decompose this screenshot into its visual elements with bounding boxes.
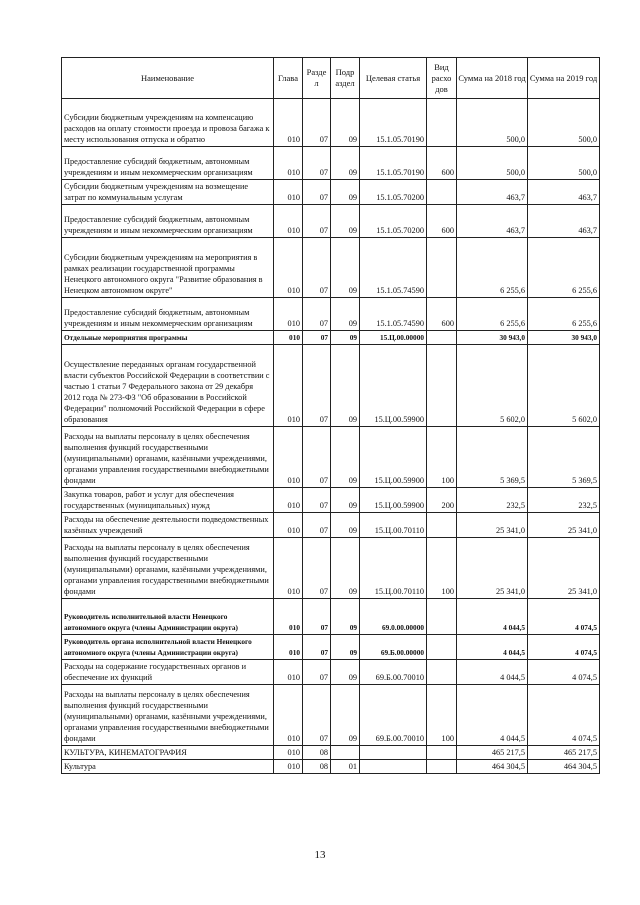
- row-name: Субсидии бюджетным учреждениям на возмещение затрат по коммунальным услугам: [62, 180, 274, 205]
- row-vid: [427, 635, 457, 660]
- row-vid: [427, 99, 457, 147]
- row-glava: 010: [274, 427, 303, 488]
- row-name: Предоставление субсидий бюджетным, автономным учреждениям и иным некоммерческим организациям: [62, 298, 274, 331]
- header-glava: Глава: [274, 58, 303, 99]
- row-sum-2019: 465 217,5: [528, 746, 600, 760]
- row-name: Расходы на выплаты персоналу в целях обеспечения выполнения функций государственными (муниципальными) органами, казёнными учреждениями, органами управления государственными внебюджетными фондами: [62, 427, 274, 488]
- row-razdel: 07: [303, 180, 331, 205]
- row-celevaya: 15.Ц.00.59900: [360, 427, 427, 488]
- row-sum-2018: 465 217,5: [457, 746, 528, 760]
- row-celevaya: 69.Б.00.70010: [360, 685, 427, 746]
- row-name: Руководитель органа исполнительной власти Ненецкого автономного округа (члены Администрации округа): [62, 635, 274, 660]
- row-vid: 100: [427, 538, 457, 599]
- row-sum-2018: 25 341,0: [457, 538, 528, 599]
- row-glava: 010: [274, 513, 303, 538]
- header-celevaya: Целевая статья: [360, 58, 427, 99]
- header-razdel: Разде л: [303, 58, 331, 99]
- row-podrazdel: 09: [331, 180, 360, 205]
- row-sum-2019: 4 074,5: [528, 685, 600, 746]
- row-glava: 010: [274, 205, 303, 238]
- row-sum-2018: 6 255,6: [457, 238, 528, 298]
- row-glava: 010: [274, 635, 303, 660]
- row-sum-2019: 4 074,5: [528, 599, 600, 635]
- row-sum-2019: 463,7: [528, 180, 600, 205]
- row-razdel: 07: [303, 147, 331, 180]
- row-celevaya: 69.Б.00.00000: [360, 635, 427, 660]
- page-number: 13: [314, 849, 326, 861]
- row-podrazdel: 09: [331, 238, 360, 298]
- table-row: [62, 147, 600, 180]
- row-glava: 010: [274, 746, 303, 760]
- row-podrazdel: 09: [331, 685, 360, 746]
- row-celevaya: 15.1.05.74590: [360, 238, 427, 298]
- row-glava: 010: [274, 180, 303, 205]
- row-sum-2019: 500,0: [528, 147, 600, 180]
- table-row: [62, 345, 600, 427]
- row-name: Руководитель исполнительной власти Ненецкого автономного округа (члены Администрации округа): [62, 599, 274, 635]
- row-podrazdel: 09: [331, 660, 360, 685]
- row-sum-2018: 463,7: [457, 180, 528, 205]
- row-celevaya: 69.0.00.00000: [360, 599, 427, 635]
- row-name: Субсидии бюджетным учреждениям на мероприятия в рамках реализации государственной программы Ненецкого автономного округа "Развитие образования в Ненецком автономном округе": [62, 238, 274, 298]
- row-celevaya: 15.Ц.00.59900: [360, 345, 427, 427]
- row-razdel: 07: [303, 345, 331, 427]
- row-sum-2018: 232,5: [457, 488, 528, 513]
- row-vid: [427, 760, 457, 774]
- row-glava: 010: [274, 760, 303, 774]
- row-sum-2019: 463,7: [528, 205, 600, 238]
- row-name: Предоставление субсидий бюджетным, автономным учреждениям и иным некоммерческим организациям: [62, 205, 274, 238]
- row-podrazdel: 01: [331, 760, 360, 774]
- row-vid: 600: [427, 147, 457, 180]
- row-sum-2019: 6 255,6: [528, 238, 600, 298]
- row-name: Закупка товаров, работ и услуг для обеспечения государственных (муниципальных) нужд: [62, 488, 274, 513]
- row-razdel: 07: [303, 685, 331, 746]
- row-name: Предоставление субсидий бюджетным, автономным учреждениям и иным некоммерческим организациям: [62, 147, 274, 180]
- table-row: [62, 99, 600, 147]
- row-sum-2018: 4 044,5: [457, 685, 528, 746]
- table-row: [62, 488, 600, 513]
- row-glava: 010: [274, 345, 303, 427]
- row-podrazdel: 09: [331, 635, 360, 660]
- row-name: Расходы на выплаты персоналу в целях обеспечения выполнения функций государственными (муниципальными) органами, казёнными учреждениями, органами управления государственными внебюджетными фондами: [62, 685, 274, 746]
- row-name: Субсидии бюджетным учреждениям на компенсацию расходов на оплату стоимости проезда и провоза багажа к месту использования отпуска и обратно: [62, 99, 274, 147]
- table-row: [62, 635, 600, 660]
- row-celevaya: 15.Ц.00.70110: [360, 513, 427, 538]
- row-razdel: 07: [303, 635, 331, 660]
- row-celevaya: [360, 746, 427, 760]
- row-sum-2018: 464 304,5: [457, 760, 528, 774]
- row-podrazdel: 09: [331, 205, 360, 238]
- row-sum-2018: 6 255,6: [457, 298, 528, 331]
- row-sum-2018: 5 602,0: [457, 345, 528, 427]
- row-vid: [427, 331, 457, 345]
- table-row: [62, 427, 600, 488]
- row-razdel: 07: [303, 331, 331, 345]
- row-sum-2019: 464 304,5: [528, 760, 600, 774]
- table-row: [62, 746, 600, 760]
- row-name: Расходы на содержание государственных органов и обеспечение их функций: [62, 660, 274, 685]
- row-celevaya: 15.1.05.70200: [360, 180, 427, 205]
- row-sum-2018: 30 943,0: [457, 331, 528, 345]
- row-sum-2019: 25 341,0: [528, 538, 600, 599]
- row-celevaya: 15.1.05.70200: [360, 205, 427, 238]
- row-sum-2018: 4 044,5: [457, 599, 528, 635]
- row-vid: 100: [427, 685, 457, 746]
- row-vid: 600: [427, 205, 457, 238]
- row-glava: 010: [274, 538, 303, 599]
- row-name: Осуществление переданных органам государственной власти субъектов Российской Федерации в соответствии с частью 1 статьи 7 Федерального закона от 29 декабря 2012 года № 273-ФЗ "Об образовании в Российской Федерации" полномочий Российской Федерации в сфере образования: [62, 345, 274, 427]
- header-name: Наименование: [62, 58, 274, 99]
- row-glava: 010: [274, 660, 303, 685]
- row-glava: 010: [274, 99, 303, 147]
- row-sum-2018: 25 341,0: [457, 513, 528, 538]
- row-glava: 010: [274, 685, 303, 746]
- row-sum-2018: 5 369,5: [457, 427, 528, 488]
- row-podrazdel: 09: [331, 599, 360, 635]
- row-razdel: 07: [303, 599, 331, 635]
- table-row: [62, 685, 600, 746]
- table-row: [62, 331, 600, 345]
- row-name: КУЛЬТУРА, КИНЕМАТОГРАФИЯ: [62, 746, 274, 760]
- row-vid: 600: [427, 298, 457, 331]
- row-glava: 010: [274, 298, 303, 331]
- table-row: [62, 298, 600, 331]
- row-vid: 200: [427, 488, 457, 513]
- row-glava: 010: [274, 331, 303, 345]
- row-razdel: 07: [303, 298, 331, 331]
- row-name: Расходы на выплаты персоналу в целях обеспечения выполнения функций государственными (муниципальными) органами, казёнными учреждениями, органами управления государственными внебюджетными фондами: [62, 538, 274, 599]
- row-sum-2019: 6 255,6: [528, 298, 600, 331]
- row-razdel: 07: [303, 660, 331, 685]
- row-podrazdel: 09: [331, 147, 360, 180]
- row-sum-2019: 232,5: [528, 488, 600, 513]
- row-sum-2018: 500,0: [457, 99, 528, 147]
- row-podrazdel: 09: [331, 427, 360, 488]
- row-glava: 010: [274, 488, 303, 513]
- row-sum-2019: 5 602,0: [528, 345, 600, 427]
- row-name: Расходы на обеспечение деятельности подведомственных казённых учреждений: [62, 513, 274, 538]
- row-name: Отдельные мероприятия программы: [62, 331, 274, 345]
- table-row: [62, 538, 600, 599]
- row-celevaya: 15.Ц.00.00000: [360, 331, 427, 345]
- row-podrazdel: [331, 746, 360, 760]
- row-razdel: 08: [303, 760, 331, 774]
- row-sum-2019: 4 074,5: [528, 635, 600, 660]
- row-vid: [427, 238, 457, 298]
- row-vid: [427, 660, 457, 685]
- table-row: [62, 513, 600, 538]
- budget-table: [61, 57, 600, 774]
- row-razdel: 07: [303, 205, 331, 238]
- table-row: [62, 760, 600, 774]
- row-podrazdel: 09: [331, 538, 360, 599]
- row-sum-2018: 500,0: [457, 147, 528, 180]
- row-razdel: 07: [303, 427, 331, 488]
- row-celevaya: 15.1.05.70190: [360, 99, 427, 147]
- row-sum-2018: 4 044,5: [457, 660, 528, 685]
- row-razdel: 07: [303, 99, 331, 147]
- row-celevaya: 15.1.05.74590: [360, 298, 427, 331]
- row-celevaya: 15.Ц.00.59900: [360, 488, 427, 513]
- row-name: Культура: [62, 760, 274, 774]
- row-sum-2019: 500,0: [528, 99, 600, 147]
- row-razdel: 07: [303, 238, 331, 298]
- row-vid: 100: [427, 427, 457, 488]
- row-razdel: 07: [303, 513, 331, 538]
- table-header-row: [62, 58, 600, 99]
- row-sum-2018: 463,7: [457, 205, 528, 238]
- row-razdel: 07: [303, 538, 331, 599]
- row-vid: [427, 180, 457, 205]
- header-sum-2019: Сумма на 2019 год: [528, 58, 600, 99]
- row-vid: [427, 345, 457, 427]
- row-vid: [427, 746, 457, 760]
- table-row: [62, 599, 600, 635]
- row-podrazdel: 09: [331, 99, 360, 147]
- table-row: [62, 660, 600, 685]
- row-sum-2018: 4 044,5: [457, 635, 528, 660]
- row-vid: [427, 599, 457, 635]
- row-podrazdel: 09: [331, 331, 360, 345]
- row-sum-2019: 4 074,5: [528, 660, 600, 685]
- row-sum-2019: 25 341,0: [528, 513, 600, 538]
- row-razdel: 07: [303, 488, 331, 513]
- row-podrazdel: 09: [331, 488, 360, 513]
- row-glava: 010: [274, 599, 303, 635]
- table-row: [62, 205, 600, 238]
- table-row: [62, 180, 600, 205]
- header-vid: Вид расхо дов: [427, 58, 457, 99]
- header-podrazdel: Подр аздел: [331, 58, 360, 99]
- header-sum-2018: Сумма на 2018 год: [457, 58, 528, 99]
- row-sum-2019: 30 943,0: [528, 331, 600, 345]
- row-celevaya: 15.Ц.00.70110: [360, 538, 427, 599]
- table-body: [62, 99, 600, 774]
- row-celevaya: [360, 760, 427, 774]
- row-podrazdel: 09: [331, 513, 360, 538]
- row-celevaya: 15.1.05.70190: [360, 147, 427, 180]
- row-podrazdel: 09: [331, 298, 360, 331]
- table-row: [62, 238, 600, 298]
- row-celevaya: 69.Б.00.70010: [360, 660, 427, 685]
- row-sum-2019: 5 369,5: [528, 427, 600, 488]
- row-vid: [427, 513, 457, 538]
- row-glava: 010: [274, 147, 303, 180]
- row-glava: 010: [274, 238, 303, 298]
- row-podrazdel: 09: [331, 345, 360, 427]
- row-razdel: 08: [303, 746, 331, 760]
